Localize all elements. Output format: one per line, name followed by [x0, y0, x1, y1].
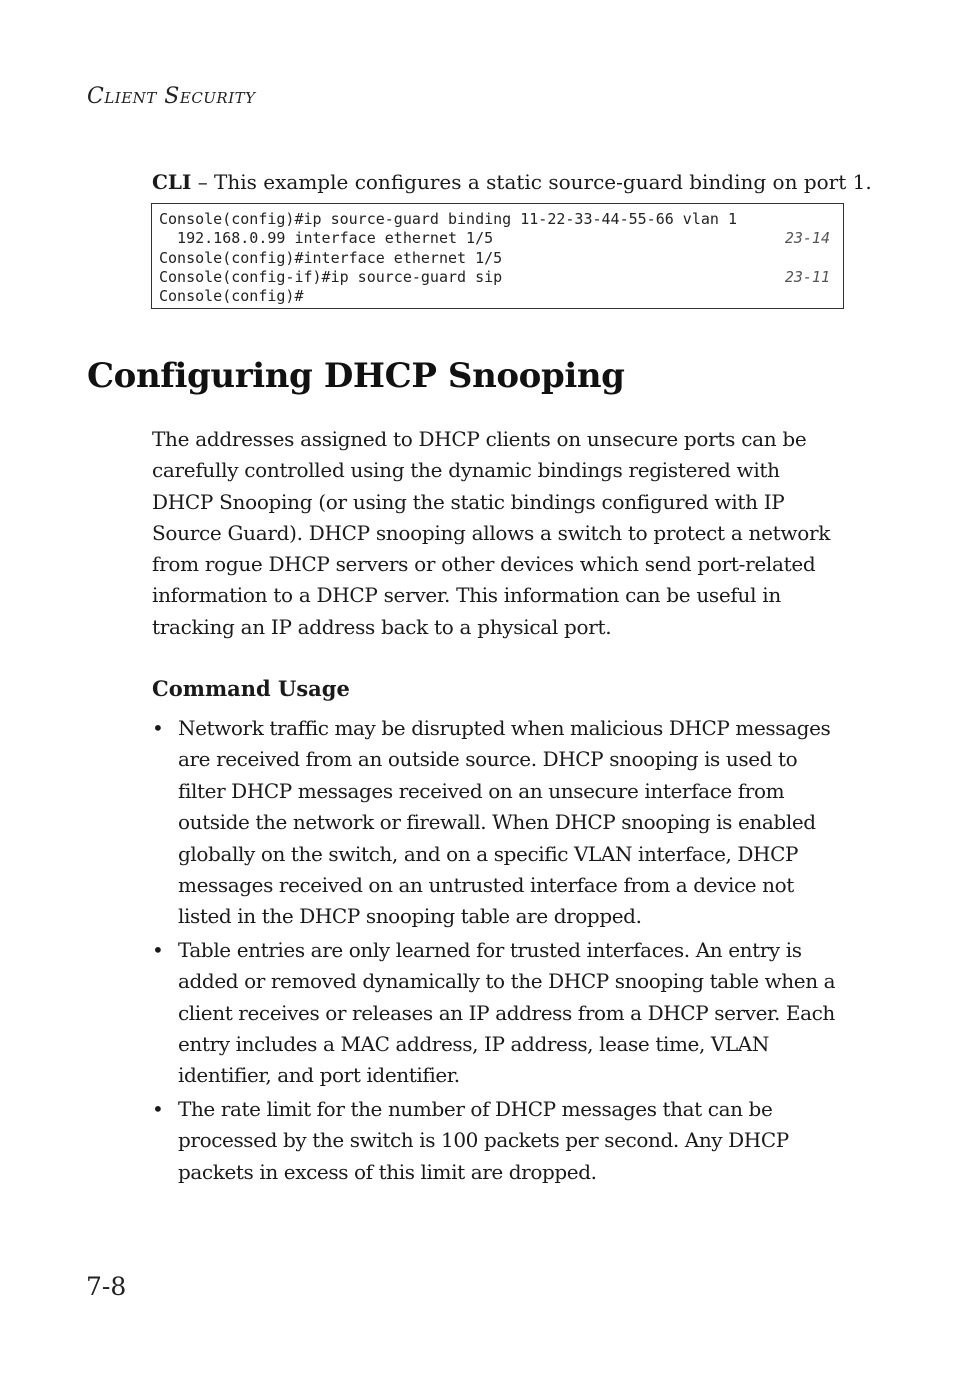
code-text: Console(config)# — [159, 287, 304, 306]
bullet-icon: • — [152, 716, 164, 740]
page-number: 7-8 — [86, 1272, 127, 1301]
section-title: Configuring DHCP Snooping — [87, 356, 625, 396]
code-example-box — [151, 203, 844, 309]
cli-label: CLI — [152, 170, 192, 194]
code-line — [159, 249, 836, 268]
list-item — [152, 935, 848, 1092]
bullet-icon: • — [152, 1096, 164, 1121]
code-line — [159, 268, 836, 287]
cli-intro — [152, 168, 872, 196]
code-reference: 23-14 — [784, 229, 830, 248]
command-usage-heading: Command Usage — [152, 676, 350, 701]
code-text: Console(config-if)#ip source-guard sip — [159, 267, 503, 286]
bullet-icon: • — [152, 937, 164, 962]
code-reference: 23-11 — [784, 267, 830, 286]
list-item — [152, 713, 848, 933]
cli-description: – This example configures a static source-guard binding on port 1. — [191, 170, 872, 194]
code-text: 192.168.0.99 interface ethernet 1/5 — [159, 229, 494, 248]
intro-paragraph: The addresses assigned to DHCP clients on unsecure ports can be carefully controlled using the dynamic bindings registered with DHCP Snooping (or using the static bindings configured with IP Source Guard). DHCP snooping allows a switch to protect a network from rogue DHCP servers or other devices which send port-related information to a DHCP server. This information can be useful in tracking an IP address back to a physical port. — [152, 427, 831, 639]
list-item-text: Table entries are only learned for trusted interfaces. An entry is added or removed dynamically to the DHCP snooping table when a client receives or releases an IP address from a DHCP server. Each entry includes a MAC address, IP address, lease time, VLAN identifier, and port identifier. — [178, 937, 836, 1088]
list-item-text: Network traffic may be disrupted when malicious DHCP messages are received from an outside source. DHCP snooping is used to filter DHCP messages received on an unsecure interface from outside the network or firewall. When DHCP snooping is enabled globally on the switch, and on a specific VLAN interface, DHCP messages received on an untrusted interface from a device not listed in the DHCP snooping table are dropped. — [178, 716, 831, 929]
code-line — [159, 210, 836, 229]
list-item — [152, 1094, 848, 1188]
list-item-text: The rate limit for the number of DHCP messages that can be processed by the switch is 100 packets per second. Any DHCP packets in excess of this limit are dropped. — [178, 1096, 789, 1184]
code-text: Console(config)#ip source-guard binding 11-22-33-44-55-66 vlan 1 — [159, 210, 737, 228]
command-usage-list — [152, 713, 848, 1190]
code-line — [159, 229, 836, 248]
code-text: Console(config)#interface ethernet 1/5 — [159, 248, 503, 267]
running-header: Client Security — [87, 84, 256, 109]
code-line — [159, 287, 836, 306]
